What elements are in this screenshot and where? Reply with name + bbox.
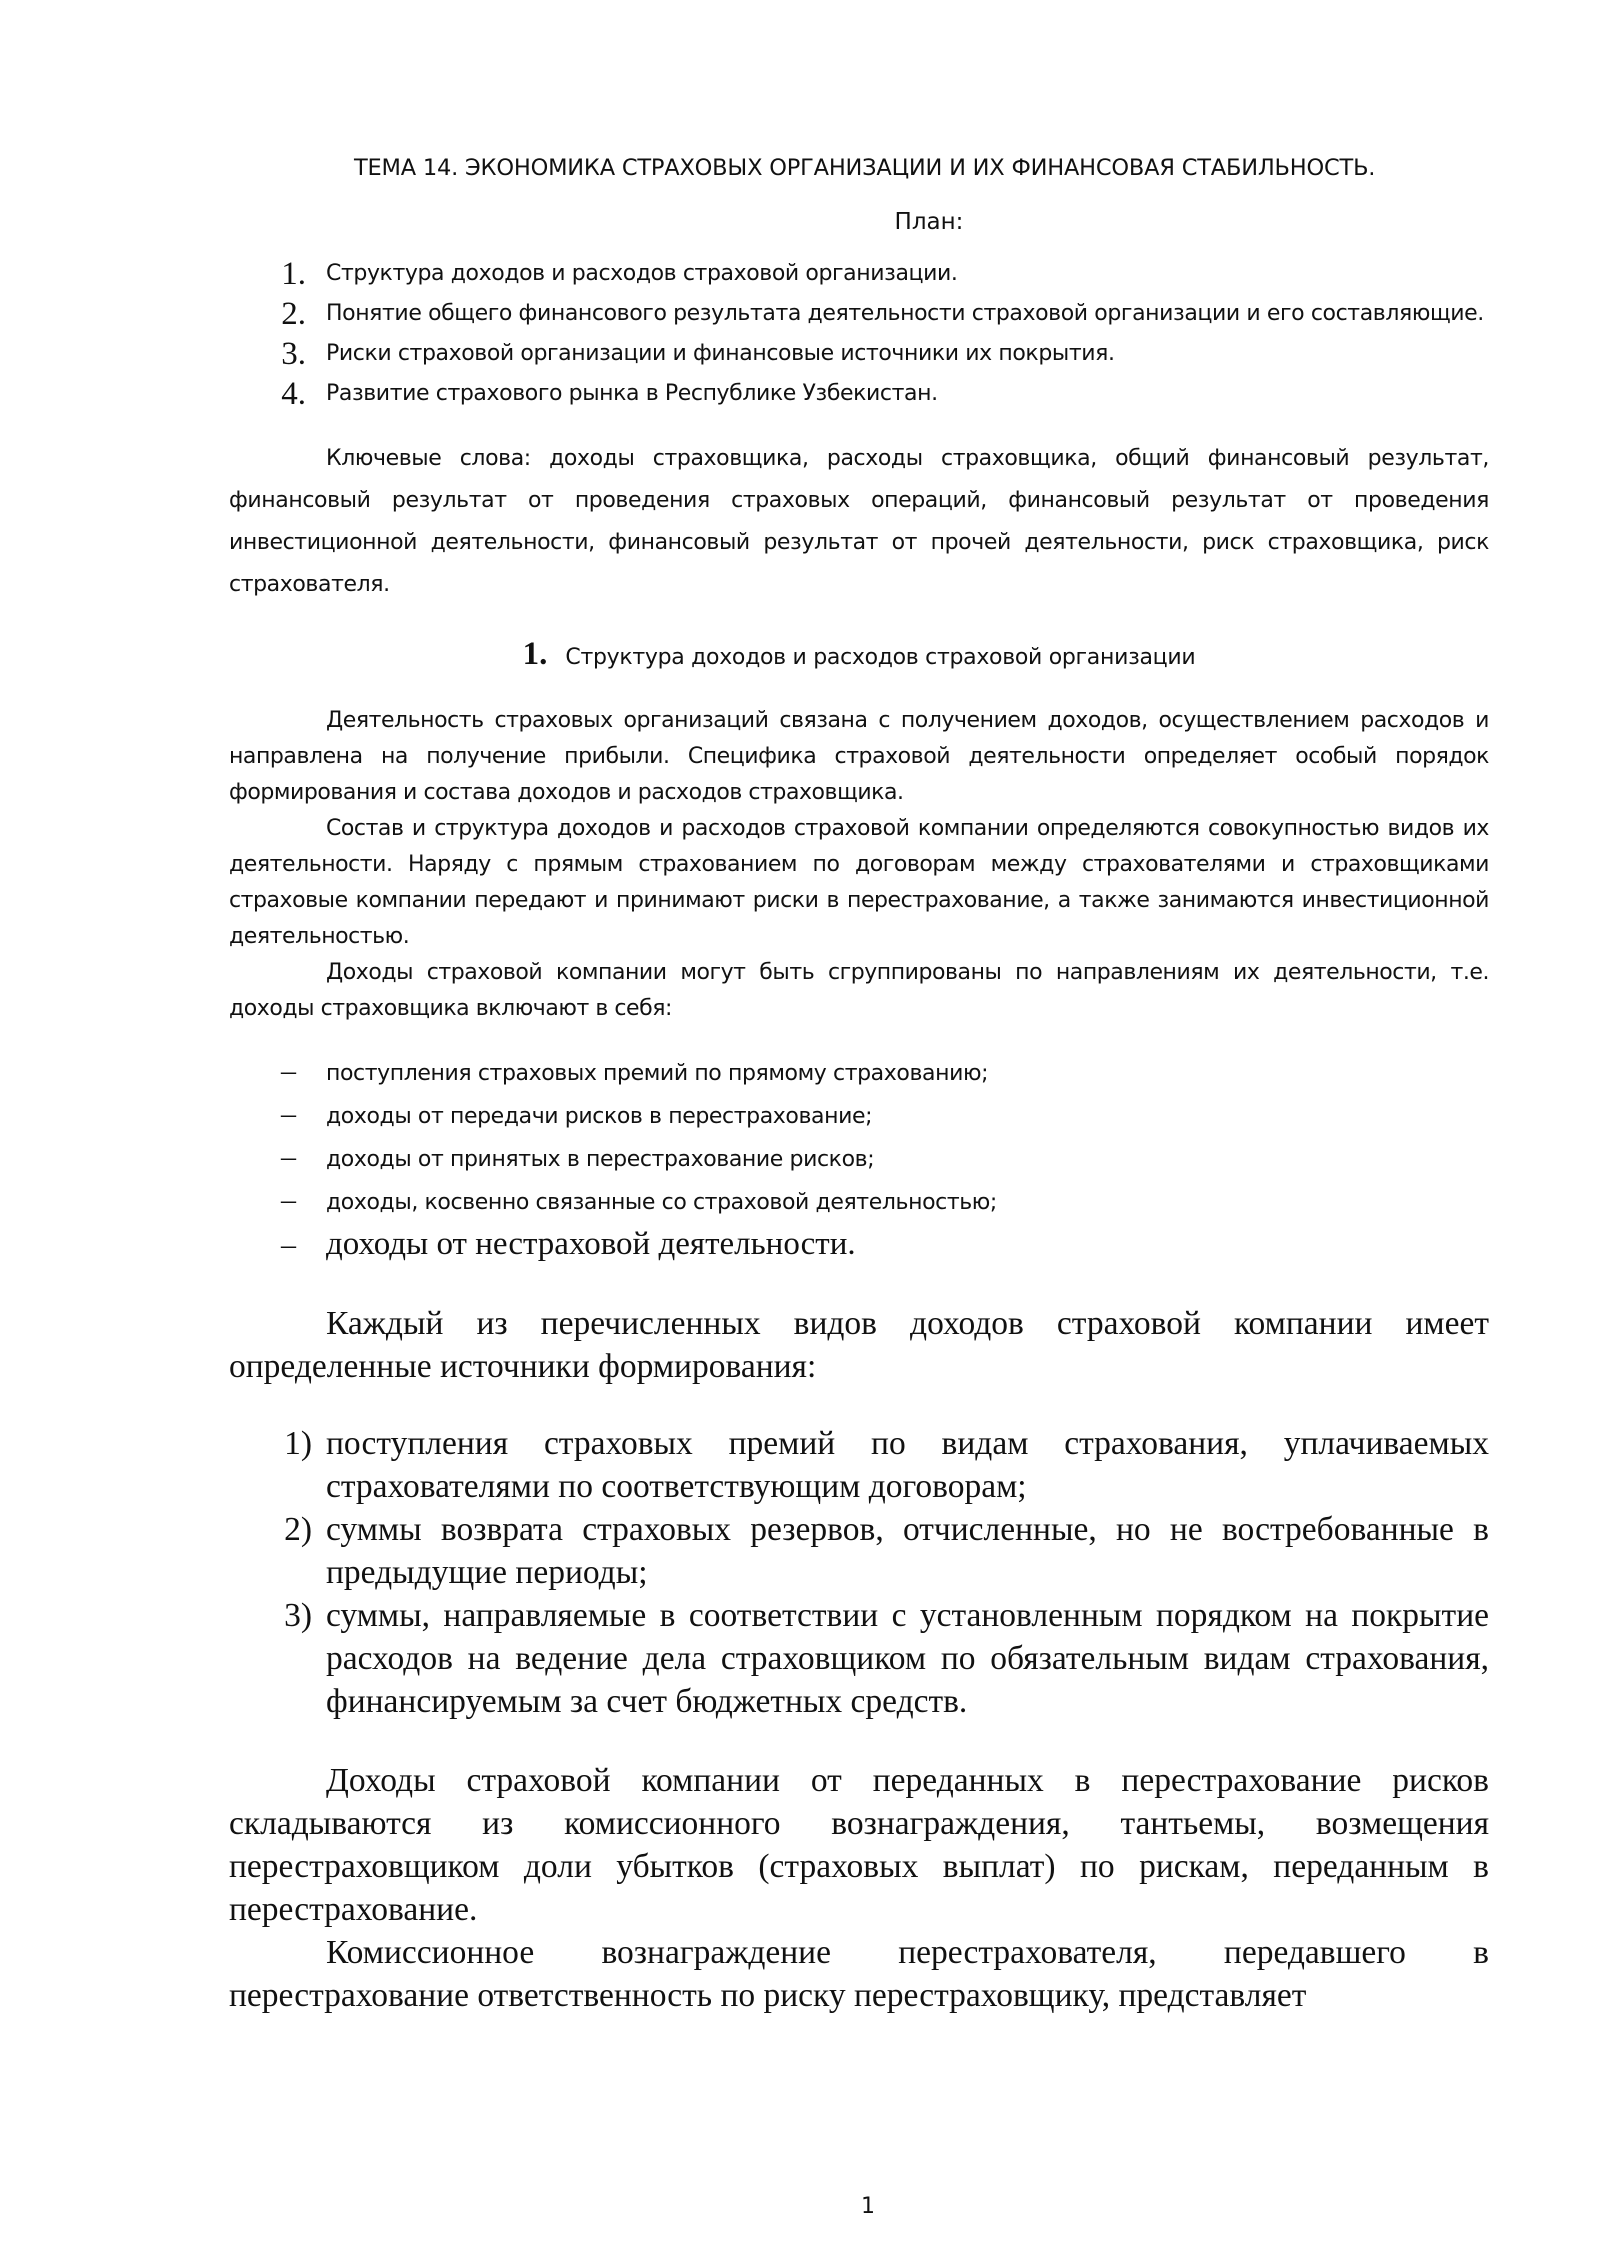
income-list-item [229, 1094, 1489, 1137]
body-paragraph: Доходы страховой компании могут быть сгруппированы по направлениям их деятельности, т.е. доходы страховщика включают в себя: [229, 960, 1489, 1021]
income-list [229, 1051, 1489, 1266]
body-paragraph: Деятельность страховых организаций связана с получением доходов, осуществлением расходов и направлена на получение прибыли. Специфика страховой деятельности определяет особый порядок формирования и состава доходов и расходов страховщика. [229, 708, 1489, 805]
document-title: ТЕМА 14. ЭКОНОМИКА СТРАХОВЫХ ОРГАНИЗАЦИИ И ИХ ФИНАНСОВАЯ СТАБИЛЬНОСТЬ. [354, 155, 1376, 181]
dash-bullet: – [281, 1054, 296, 1087]
sources-item-text: поступления страховых премий по видам страхования, уплачиваемых страхователями по соответствующим договорам; [326, 1425, 1489, 1505]
plan-item-text: Понятие общего финансового результата деятельности страховой организации и его составляющие. [326, 301, 1484, 326]
income-list-text: доходы от принятых в перестрахование рисков; [326, 1147, 875, 1172]
sources-list [229, 1422, 1489, 1723]
plan-item [229, 296, 1489, 332]
commission-paragraph: Комиссионное вознаграждение перестрахователя, передавшего в перестрахование ответственность по риску перестраховщику, представляет [229, 1934, 1489, 2014]
dash-bullet: – [281, 1228, 296, 1261]
sources-intro-paragraph: Каждый из перечисленных видов доходов страховой компании имеет определенные источники формирования: [229, 1305, 1489, 1385]
income-list-item [229, 1180, 1489, 1223]
document-page [229, 152, 1489, 2017]
plan-item [229, 376, 1489, 412]
plan-item-text: Риски страховой организации и финансовые источники их покрытия. [326, 341, 1115, 366]
sources-list-item [229, 1508, 1489, 1594]
sources-item-text: суммы возврата страховых резервов, отчисленные, но не востребованные в предыдущие периоды; [326, 1511, 1489, 1591]
plan-label: План: [894, 209, 964, 235]
plan-item-number: 2. [281, 296, 306, 332]
plan-item-number: 1. [281, 256, 306, 292]
sources-list-item [229, 1422, 1489, 1508]
section-heading-number: 1. [522, 636, 548, 672]
income-list-text: доходы, косвенно связанные со страховой деятельностью; [326, 1190, 997, 1215]
income-list-item [229, 1051, 1489, 1094]
plan-item-number: 4. [281, 376, 306, 412]
income-list-text: поступления страховых премий по прямому страхованию; [326, 1061, 989, 1086]
page-number: 1 [861, 2194, 875, 2219]
dash-bullet: – [281, 1140, 296, 1173]
section-heading-text: Структура доходов и расходов страховой организации [565, 645, 1196, 670]
income-list-item [229, 1137, 1489, 1180]
plan-item-text: Структура доходов и расходов страховой организации. [326, 261, 958, 286]
dash-bullet: – [281, 1097, 296, 1130]
plan-item [229, 336, 1489, 372]
sources-item-number: 2) [284, 1511, 312, 1548]
body-paragraph: Состав и структура доходов и расходов страховой компании определяются совокупностью видов их деятельности. Наряду с прямым страхованием по договорам между страхователями и страховщиками страховые компании передают и принимают риски в перестрахование, а также занимаются инвестиционной деятельностью. [229, 816, 1489, 949]
plan-item-number: 3. [281, 336, 306, 372]
sources-item-number: 1) [284, 1425, 312, 1462]
income-list-item [229, 1223, 1489, 1266]
section-heading [229, 636, 1489, 673]
income-list-text: доходы от нестраховой деятельности. [326, 1226, 856, 1262]
keywords-paragraph: Ключевые слова: доходы страховщика, расходы страховщика, общий финансовый результат, финансовый результат от проведения страховых операций, финансовый результат от проведения инвестиционной деятельности, финансовый результат от прочей деятельности, риск страховщика, риск страхователя. [229, 446, 1489, 597]
income-list-text: доходы от передачи рисков в перестрахование; [326, 1104, 873, 1129]
sources-item-text: суммы, направляемые в соответствии с установленным порядком на покрытие расходов на ведение дела страховщиком по обязательным видам страхования, финансируемым за счет бюджетных средств. [326, 1597, 1489, 1720]
sources-list-item [229, 1594, 1489, 1723]
reinsurance-paragraph: Доходы страховой компании от переданных в перестрахование рисков складываются из комиссионного вознаграждения, тантьемы, возмещения перестраховщиком доли убытков (страховых выплат) по рискам, переданным в перестрахование. [229, 1762, 1489, 1928]
plan-item [229, 256, 1489, 292]
plan-list [229, 256, 1489, 412]
dash-bullet: – [281, 1183, 296, 1216]
plan-item-text: Развитие страхового рынка в Республике Узбекистан. [326, 381, 938, 406]
sources-item-number: 3) [284, 1597, 312, 1634]
